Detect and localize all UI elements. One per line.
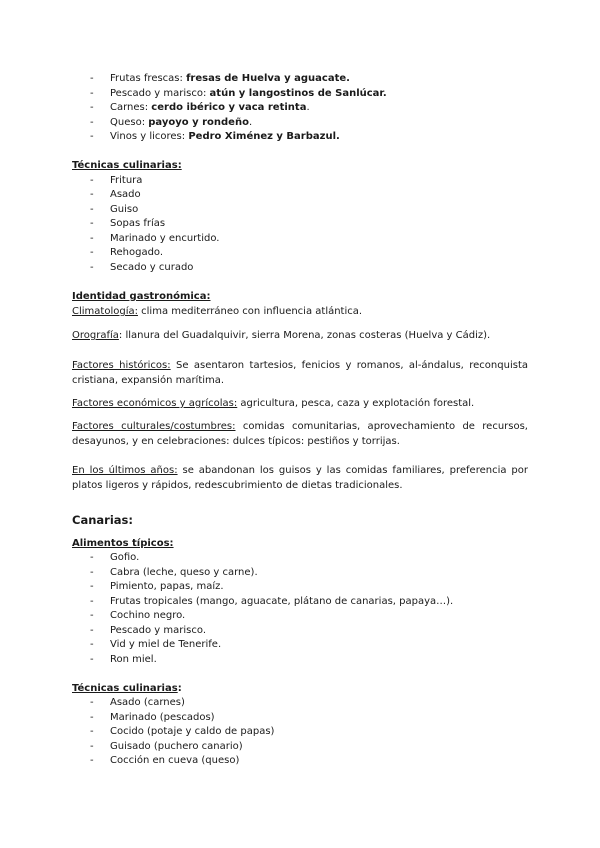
item-bold: Pedro Ximénez y Barbazul. [188,131,340,142]
item-text: Cocido (potaje y caldo de papas) [110,726,275,737]
item-text: Cabra (leche, queso y carne). [110,567,258,578]
bullet-dash: - [90,131,94,142]
item-prefix: Vinos y licores: [110,131,189,142]
item-bold: fresas de Huelva y aguacate. [186,73,350,84]
item-text: Frutas tropicales (mango, aguacate, plátano de canarias, papaya…). [110,596,454,607]
bullet-dash: - [90,218,94,229]
techniques-heading-text: Técnicas culinarias [72,683,178,694]
orography-line [72,329,490,342]
item-text: Marinado y encurtido. [110,233,220,244]
orography-label: Orografía [72,330,119,341]
canarias-techniques-heading [72,682,182,695]
cultural-paragraph [72,419,528,449]
item-text: Asado [110,189,141,200]
recent-text: se abandonan los guisos y las comidas familiares, preferencia por platos ligeros y rápidos, redescubrimiento de dietas tradicionales. [72,465,528,491]
recent-paragraph [72,463,528,493]
bullet-dash: - [90,712,94,723]
item-text: Pescado y marisco. [110,625,206,636]
cultural-label: Factores culturales/costumbres: [72,421,236,432]
item-text: Guiso [110,204,139,215]
historical-label: Factores históricos: [72,360,171,371]
item-text: Secado y curado [110,262,194,273]
item-suffix: . [248,117,253,128]
techniques-heading: Técnicas culinarias: [72,160,182,171]
bullet-dash: - [90,581,94,592]
item-text: Cocción en cueva (queso) [110,755,240,766]
orography-text: : llanura del Guadalquivir, sierra Morena, zonas costeras (Huelva y Cádiz). [118,330,491,341]
item-bold: atún y langostinos de Sanlúcar. [209,88,387,99]
economic-label: Factores económicos y agrícolas: [72,398,238,409]
item-text: Marinado (pescados) [110,712,215,723]
bullet-dash: - [90,73,94,84]
bullet-dash: - [90,741,94,752]
bullet-dash: - [90,610,94,621]
item-prefix: Pescado y marisco: [110,88,210,99]
bullet-dash: - [90,697,94,708]
historical-paragraph [72,358,528,388]
economic-paragraph [72,396,528,411]
item-text: Rehogado. [110,247,164,258]
item-text: Pimiento, papas, maíz. [110,581,224,592]
bullet-dash: - [90,596,94,607]
bullet-dash: - [90,102,94,113]
bullet-dash: - [90,233,94,244]
bullet-dash: - [90,567,94,578]
foods-heading: Alimentos típicos: [72,538,174,549]
item-text: Asado (carnes) [110,697,185,708]
cultural-text: comidas comunitarias, aprovechamiento de recursos, desayunos, y en celebraciones: dulces típicos: pestiños y torrijas. [72,421,528,447]
item-text: Fritura [110,175,143,186]
bullet-dash: - [90,552,94,563]
identity-heading: Identidad gastronómica: [72,291,211,302]
climate-text: clima mediterráneo con influencia atlántica. [137,306,363,317]
recent-label: En los últimos años: [72,465,178,476]
bullet-dash: - [90,726,94,737]
item-prefix: Carnes: [110,102,152,113]
climate-label: Climatología: [72,306,138,317]
item-suffix: . [306,102,310,113]
bullet-dash: - [90,204,94,215]
bullet-dash: - [90,654,94,665]
item-bold: cerdo ibérico y vaca retinta [151,102,307,113]
item-text: Sopas frías [110,218,166,229]
bullet-dash: - [90,117,94,128]
item-text: Vid y miel de Tenerife. [110,639,222,650]
techniques-heading-colon: : [177,683,182,694]
economic-text: agricultura, pesca, caza y explotación forestal. [237,398,475,409]
item-text: Gofio. [110,552,140,563]
bullet-dash: - [90,625,94,636]
bullet-dash: - [90,175,94,186]
climate-line [72,305,362,318]
item-text: Ron miel. [110,654,157,665]
item-text: Guisado (puchero canario) [110,741,243,752]
bullet-dash: - [90,189,94,200]
historical-text: Se asentaron tartesios, fenicios y romanos, al-ándalus, reconquista cristiana, expansión marítima. [72,360,528,386]
bullet-dash: - [90,639,94,650]
bullet-dash: - [90,88,94,99]
item-text: Cochino negro. [110,610,186,621]
bullet-dash: - [90,262,94,273]
item-bold: payoyo y rondeño [148,117,249,128]
bullet-dash: - [90,247,94,258]
bullet-dash: - [90,755,94,766]
item-prefix: Frutas frescas: [110,73,187,84]
section-title-canarias: Canarias: [72,513,133,527]
item-prefix: Queso: [110,117,149,128]
